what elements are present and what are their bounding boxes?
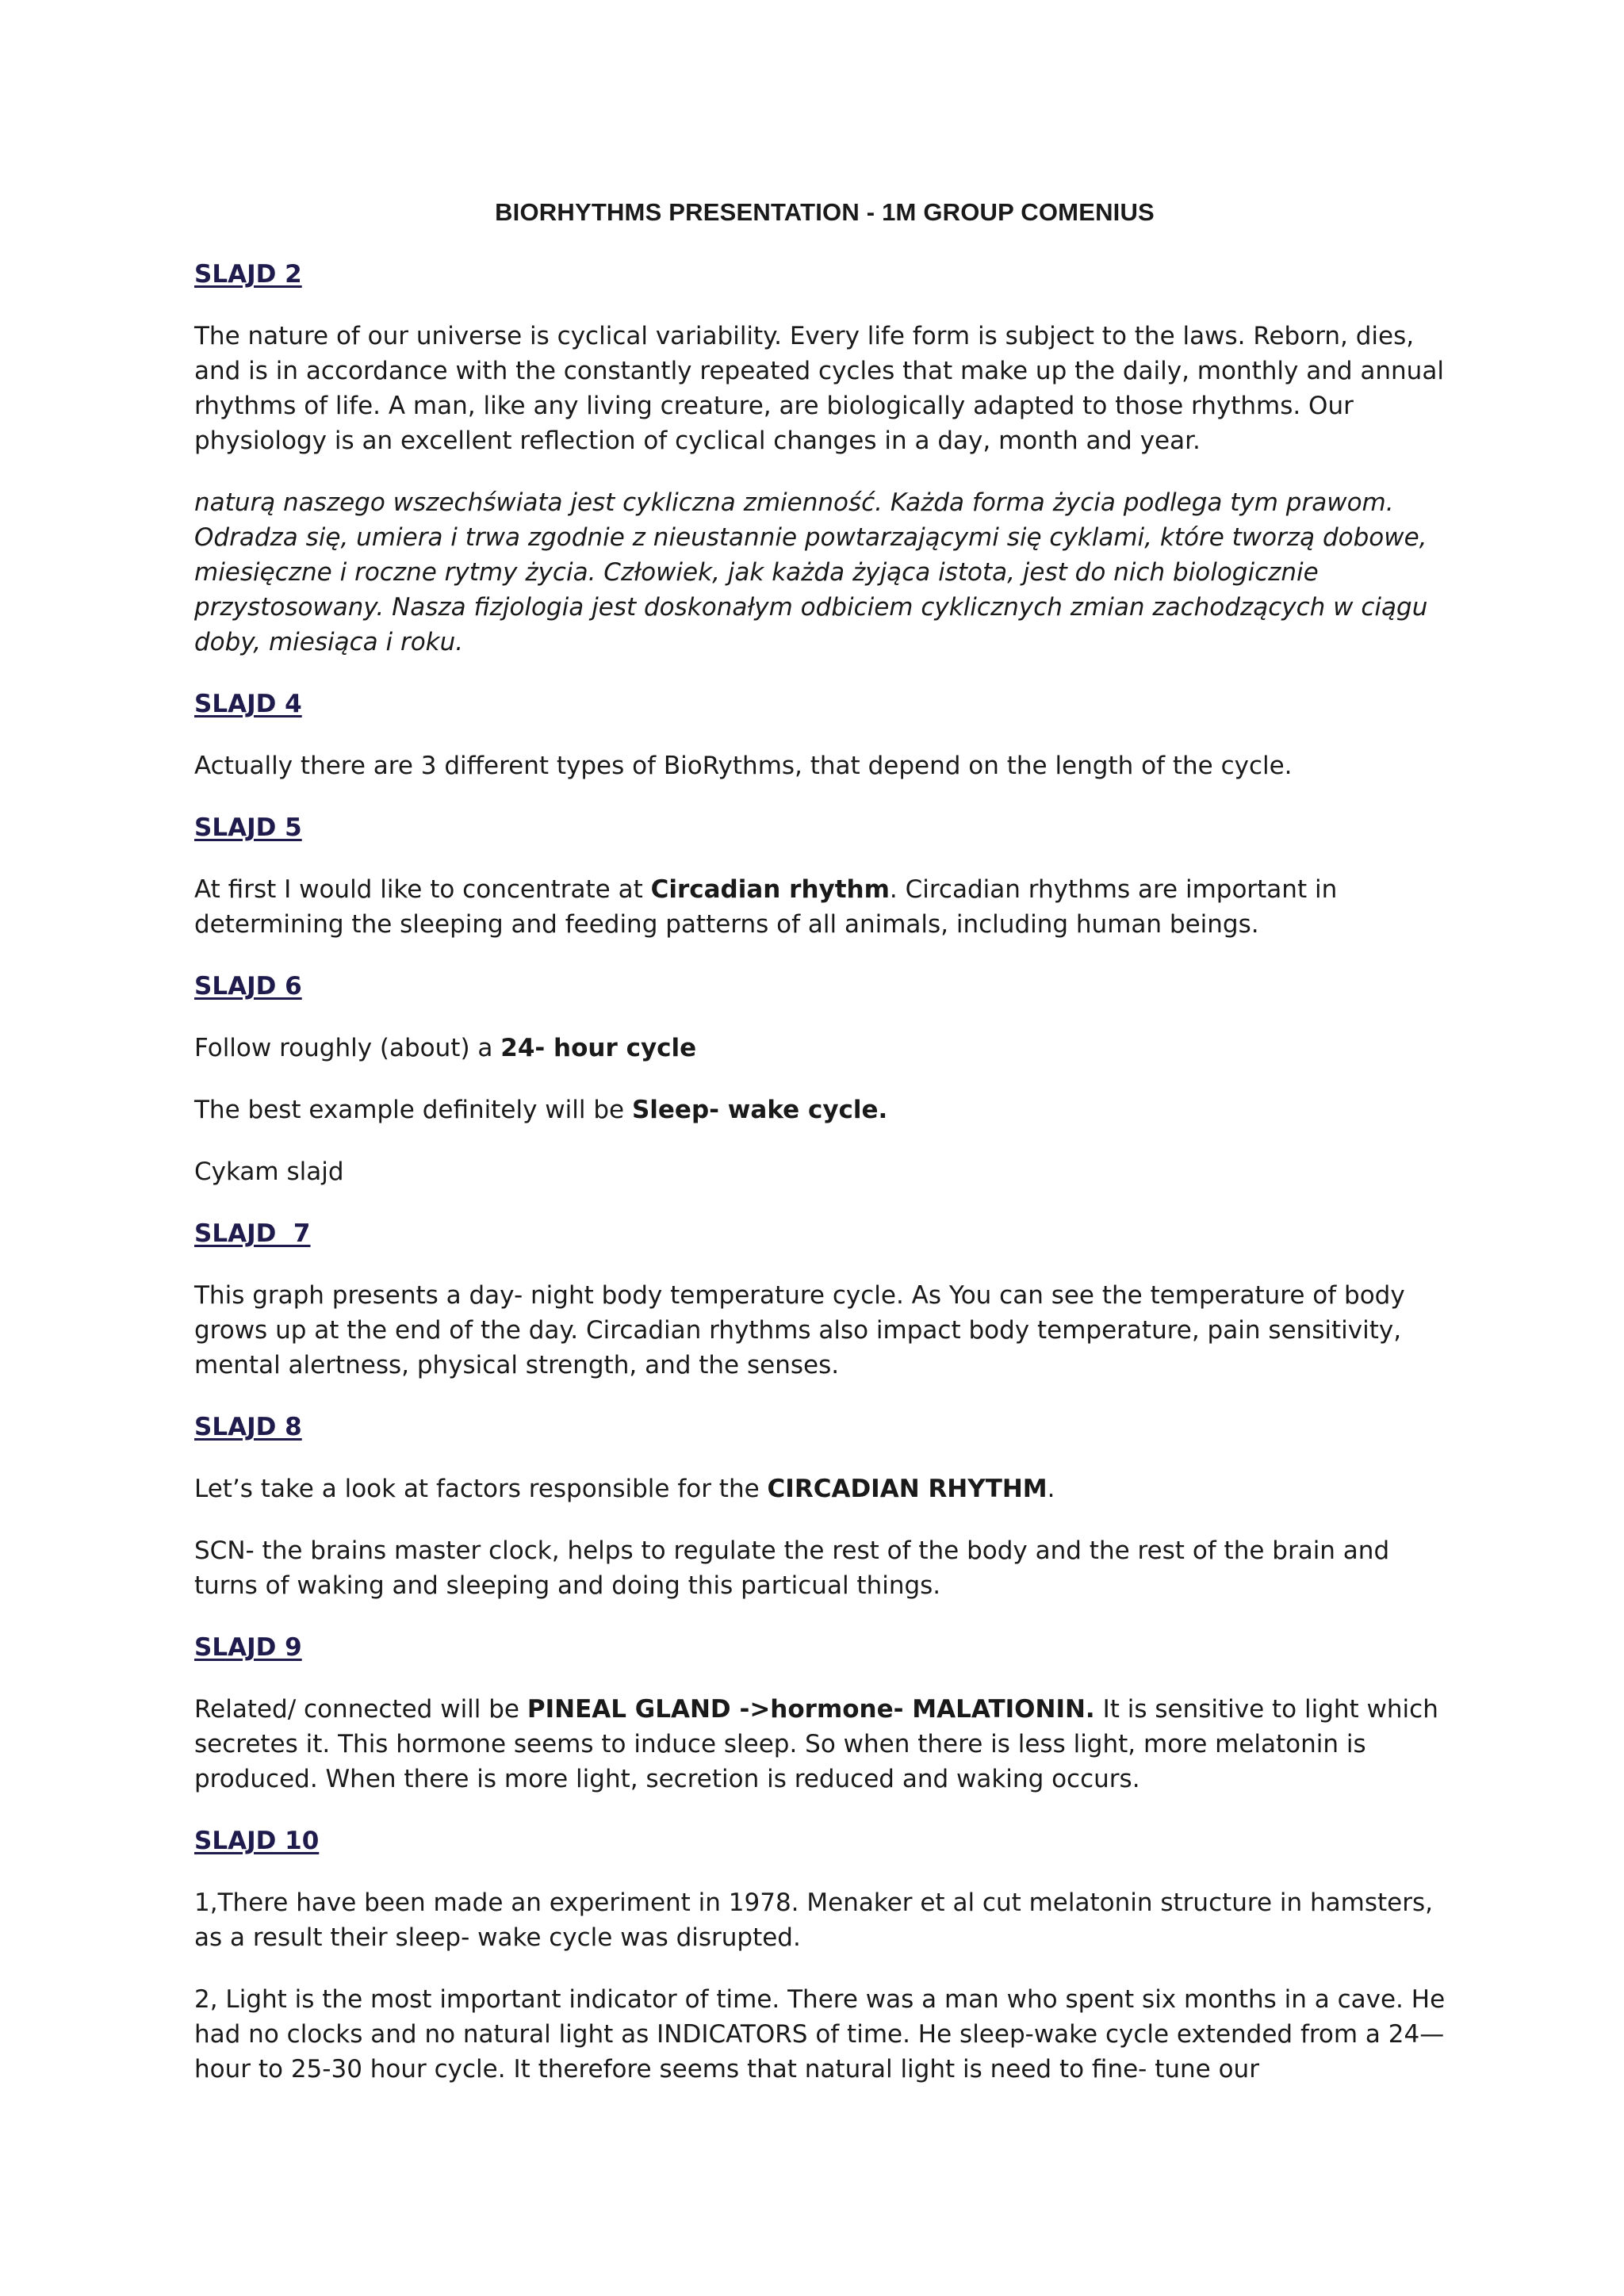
slide-10-paragraph-2: 2, Light is the most important indicator of time. There was a man who spent six months in a cave. He had no clocks and no natural light as INDICATORS of time. He sleep-wake cycle extended from a 24—hour to 25-30 hour cycle. It therefore seems that natural light is need to fine- tune our — [194, 1985, 1446, 2084]
slide-6-bold-sleep: Sleep- wake cycle. — [631, 1096, 888, 1124]
slide-8-paragraph-1 — [194, 1471, 1455, 1506]
slide-5-text-a: At first I would like to concentrate at — [194, 875, 651, 904]
slide-6-text-a: Follow roughly (about) a — [194, 1034, 501, 1062]
slide-6-paragraph-2 — [194, 1093, 1455, 1127]
slide-6-text-b: The best example definitely will be — [194, 1096, 632, 1124]
slide-2-paragraph-english: The nature of our universe is cyclical variability. Every life form is subject to the laws. Reborn, dies, and is in accordance with the constantly repeated cycles that make up the daily, monthly and annual rhythms of life. A man, like any living creature, are biologically adapted to those rhythms. Our physiology is an excellent reflection of cyclical changes in a day, month and year. — [194, 322, 1444, 455]
slide-10-heading: SLAJD 10 — [194, 1827, 320, 1855]
slide-6-heading: SLAJD 6 — [194, 972, 302, 1001]
slide-4-heading: SLAJD 4 — [194, 690, 302, 718]
document-title: BIORHYTHMS PRESENTATION - 1M GROUP COMENIUS — [495, 198, 1155, 226]
slide-2-heading: SLAJD 2 — [194, 260, 302, 289]
slide-8-bold-term: CIRCADIAN RHYTHM — [767, 1475, 1048, 1503]
document-body — [194, 195, 1455, 2087]
slide-8-heading: SLAJD 8 — [194, 1413, 302, 1441]
slide-5-bold-term: Circadian rhythm — [650, 875, 890, 904]
slide-8-paragraph-2: SCN- the brains master clock, helps to regulate the rest of the body and the rest of the brain and turns of waking and sleeping and doing this particual things. — [194, 1536, 1390, 1600]
slide-7-heading: SLAJD 7 — [194, 1219, 311, 1248]
slide-4-paragraph: Actually there are 3 different types of BioRythms, that depend on the length of the cycle. — [194, 752, 1293, 780]
slide-7-paragraph: This graph presents a day- night body temperature cycle. As You can see the temperature of body grows up at the end of the day. Circadian rhythms also impact body temperature, pain sensitivity, mental alertness, physical strength, and the senses. — [194, 1281, 1405, 1380]
slide-8-text-a: Let’s take a look at factors responsible for the — [194, 1475, 768, 1503]
slide-9-bold-term: PINEAL GLAND ->hormone- MALATIONIN. — [527, 1695, 1095, 1724]
slide-9-paragraph — [194, 1692, 1455, 1797]
slide-6-bold-cycle: 24- hour cycle — [500, 1034, 697, 1062]
slide-6-paragraph-1 — [194, 1031, 1455, 1066]
slide-6-paragraph-3: Cykam slajd — [194, 1158, 344, 1186]
slide-9-text-a: Related/ connected will be — [194, 1695, 527, 1724]
slide-5-text-c: . Circadian rhythms are important in determining the sleeping and feeding patterns of all animals, including human beings. — [194, 875, 1338, 939]
slide-9-heading: SLAJD 9 — [194, 1633, 302, 1662]
slide-5-paragraph — [194, 872, 1455, 942]
slide-5-heading: SLAJD 5 — [194, 813, 302, 842]
slide-2-paragraph-polish: naturą naszego wszechświata jest cykliczna zmienność. Każda forma życia podlega tym prawom. Odradza się, umiera i trwa zgodnie z nieustannie powtarzającymi się cyklami, które tworzą dobowe, miesięczne i roczne rytmy życia. Człowiek, jak każda żyjąca istota, jest do nich biologicznie przystosowany. Nasza fizjologia jest doskonałym odbiciem cyklicznych zmian zachodzących w ciągu doby, miesiąca i roku. — [194, 488, 1428, 656]
slide-10-paragraph-1: 1,There have been made an experiment in 1978. Menaker et al cut melatonin structure in hamsters, as a result their sleep- wake cycle was disrupted. — [194, 1888, 1433, 1952]
slide-9-text-c: It is sensitive to light which secretes it. This hormone seems to induce sleep. So when there is less light, more melatonin is produced. When there is more light, secretion is reduced and waking occurs. — [194, 1695, 1438, 1793]
slide-8-text-c: . — [1047, 1475, 1055, 1503]
